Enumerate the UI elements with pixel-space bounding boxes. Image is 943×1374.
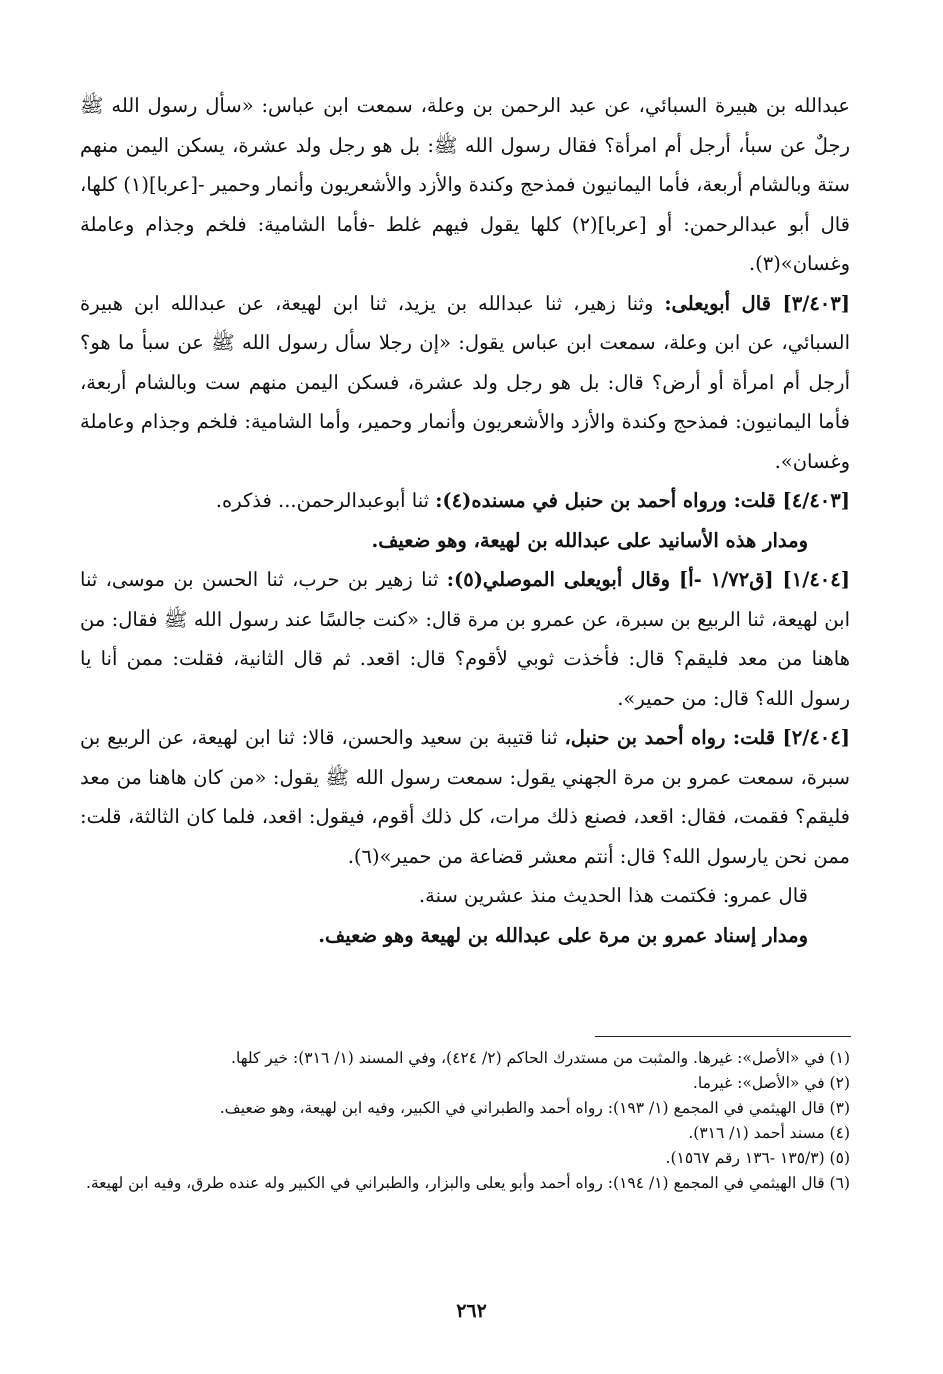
page-number: ٢٦٢	[456, 1300, 487, 1322]
paragraph-2-lead: [٣/٤٠٣] قال أبويعلى:	[664, 291, 850, 315]
main-text	[80, 86, 850, 955]
paragraph-1-text: عبدالله بن هبيرة السبائي، عن عبد الرحمن بن وعلة، سمعت ابن عباس: «سأل رسول الله ﷺ رجلٌ عن سبأ، أرجل أم امرأة؟ فقال رسول الله ﷺ: بل هو رجل ولد عشرة، يسكن اليمن منهم ستة وبالشام أربعة، فأما اليمانيون فمذحج وكندة والأزد والأشعريون وأنمار وحمير -[عربا](١) كلها، قال أبو عبدالرحمن: أو [عربا](٢) كلها يقول فيهم غلط -فأما الشامية: فلخم وجذام وعاملة وغسان»(٣).	[80, 94, 851, 275]
paragraph-3	[80, 481, 850, 521]
paragraph-5-text: ثنا زهير بن حرب، ثنا الحسن بن موسى، ثنا ابن لهيعة، ثنا الربيع بن سبرة، عن عمرو بن مرة قال: «كنت جالسًا عند رسول الله ﷺ فقال: من هاهنا من معد فليقم؟ قال: فأخذت ثوبي لأقوم؟ قال: اقعد. ثم قال الثانية، فقلت: ممن أنا يا رسول الله؟ قال: من حمير».	[80, 568, 850, 710]
paragraph-6-text: ثنا قتيبة بن سعيد والحسن، قالا: ثنا ابن لهيعة، عن الربيع بن سبرة، سمعت عمرو بن مرة الجهني يقول: سمعت رسول الله ﷺ يقول: «من كان هاهنا من معد فليقم؟ فقمت، فقال: اقعد، فصنع ذلك مرات، كل ذلك أقوم، فيقول: اقعد، فلما كان الثالثة، قلت: ممن نحن يارسول الله؟ قال: أنتم معشر قضاعة من حمير»(٦).	[80, 726, 850, 868]
paragraph-1	[80, 86, 850, 284]
paragraph-8	[80, 916, 850, 956]
footnote-1: (١) في «الأصل»: غيرها. والمثبت من مستدرك الحاكم (٢/ ٤٢٤)، وفي المسند (١/ ٣١٦): خير كلها.	[231, 1049, 850, 1067]
footnotes	[80, 1046, 850, 1196]
footnote-5: (٥) (١٣٥/٣ -١٣٦ رقم ١٥٦٧).	[665, 1149, 850, 1167]
footnote-6: (٦) قال الهيثمي في المجمع (١/ ١٩٤): رواه أحمد وأبو يعلى والبزار، والطبراني في الكبير وله عنده طرق، وفيه ابن لهيعة.	[85, 1174, 850, 1192]
paragraph-2	[80, 284, 850, 482]
paragraph-2-text: وثنا زهير، ثنا عبدالله بن يزيد، ثنا ابن لهيعة، عن عبدالله ابن هبيرة السبائي، عن ابن وعلة، سمعت ابن عباس يقول: «إن رجلا سأل رسول الله ﷺ عن سبأ ما هو؟ أرجل أم امرأة أو أرض؟ قال: بل هو رجل ولد عشرة، فسكن اليمن منهم ست وبالشام أربعة، فأما اليمانيون: فمذحج وكندة والأزد والأشعريون وأنمار وحمير، وأما الشامية: فلخم وجذام وعاملة وغسان».	[80, 291, 850, 473]
footnote-2: (٢) في «الأصل»: غيرما.	[692, 1074, 850, 1092]
paragraph-7-text: قال عمرو: فكتمت هذا الحديث منذ عشرين سنة.	[418, 884, 808, 907]
footnote-3: (٣) قال الهيثمي في المجمع (١/ ١٩٣): رواه أحمد والطبراني في الكبير، وفيه ابن لهيعة، وهو ضعيف.	[219, 1099, 850, 1117]
paragraph-6-lead: [٢/٤٠٤] قلت: رواه أحمد بن حنبل،	[564, 726, 850, 749]
paragraph-4-lead: ومدار هذه الأسانيد على عبدالله بن لهيعة، وهو ضعيف.	[371, 528, 808, 552]
paragraph-3-lead: [٤/٤٠٣] قلت: ورواه أحمد بن حنبل في مسنده(٤):	[435, 489, 850, 512]
paragraph-5	[80, 560, 850, 718]
footnote-4: (٤) مسند أحمد (١/ ٣١٦).	[688, 1124, 850, 1142]
footnote-divider	[595, 1036, 851, 1037]
paragraph-6	[80, 718, 850, 876]
paragraph-4	[80, 521, 850, 561]
paragraph-5-lead: [١/٤٠٤] [ق١/٧٢ -أ] وقال أبويعلى الموصلي(٥):	[446, 568, 850, 591]
paragraph-7	[80, 876, 850, 916]
paragraph-8-lead: ومدار إسناد عمرو بن مرة على عبدالله بن لهيعة وهو ضعيف.	[318, 923, 808, 947]
paragraph-3-text: ثنا أبوعبدالرحمن... فذكره.	[215, 489, 436, 512]
